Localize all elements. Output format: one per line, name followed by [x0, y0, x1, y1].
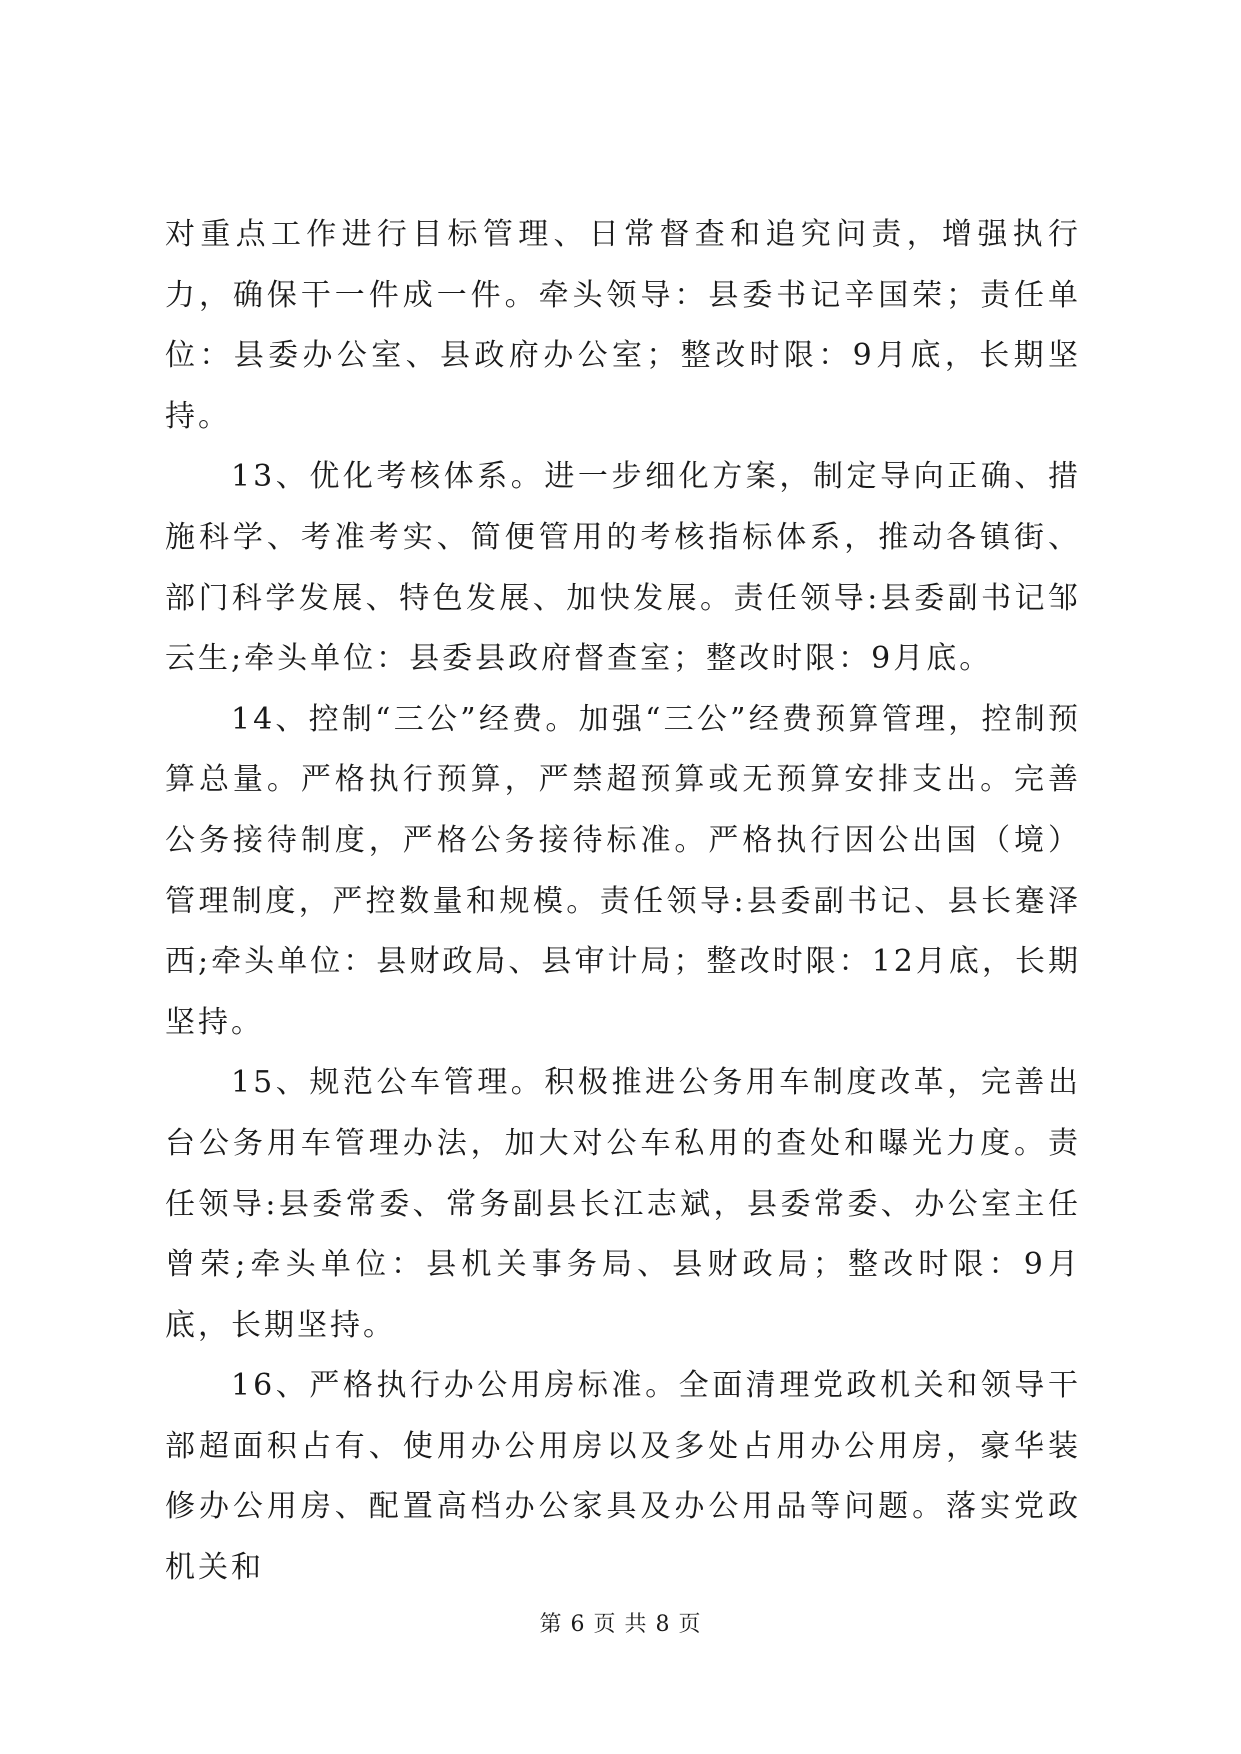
- paragraph-continuation: 对重点工作进行目标管理、日常督查和追究问责，增强执行力，确保干一件成一件。牵头领导：县委书记辛国荣；责任单位：县委办公室、县政府办公室；整改时限：9月底，长期坚持。: [165, 217, 1081, 434]
- paragraph-item-14: 14、控制“三公”经费。加强“三公”经费预算管理，控制预算总量。严格执行预算，严禁超预算或无预算安排支出。完善公务接待制度，严格公务接待标准。严格执行因公出国（境）管理制度，严控数量和规模。责任领导:县委副书记、县长蹇泽西;牵头单位：县财政局、县审计局；整改时限：12月底，长期坚持。: [165, 701, 1081, 1040]
- document-body: [165, 205, 1081, 1599]
- page-number-label: 第 6 页 共 8 页: [539, 1612, 702, 1637]
- paragraph-item-16: 16、严格执行办公用房标准。全面清理党政机关和领导干部超面积占有、使用办公用房以及多处占用办公用房，豪华装修办公用房、配置高档办公家具及办公用品等问题。落实党政机关和: [165, 1368, 1081, 1586]
- paragraph-item-15: 15、规范公车管理。积极推进公务用车制度改革，完善出台公务用车管理办法，加大对公车私用的查处和曝光力度。责任领导:县委常委、常务副县长江志斌，县委常委、办公室主任曾荣;牵头单位：县机关事务局、县财政局；整改时限：9月底，长期坚持。: [165, 1065, 1081, 1343]
- page-footer: [0, 1610, 1241, 1640]
- paragraph-item-13: 13、优化考核体系。进一步细化方案，制定导向正确、措施科学、考准考实、简便管用的考核指标体系，推动各镇街、部门科学发展、特色发展、加快发展。责任领导:县委副书记邹云生;牵头单位：县委县政府督查室；整改时限：9月底。: [165, 459, 1081, 677]
